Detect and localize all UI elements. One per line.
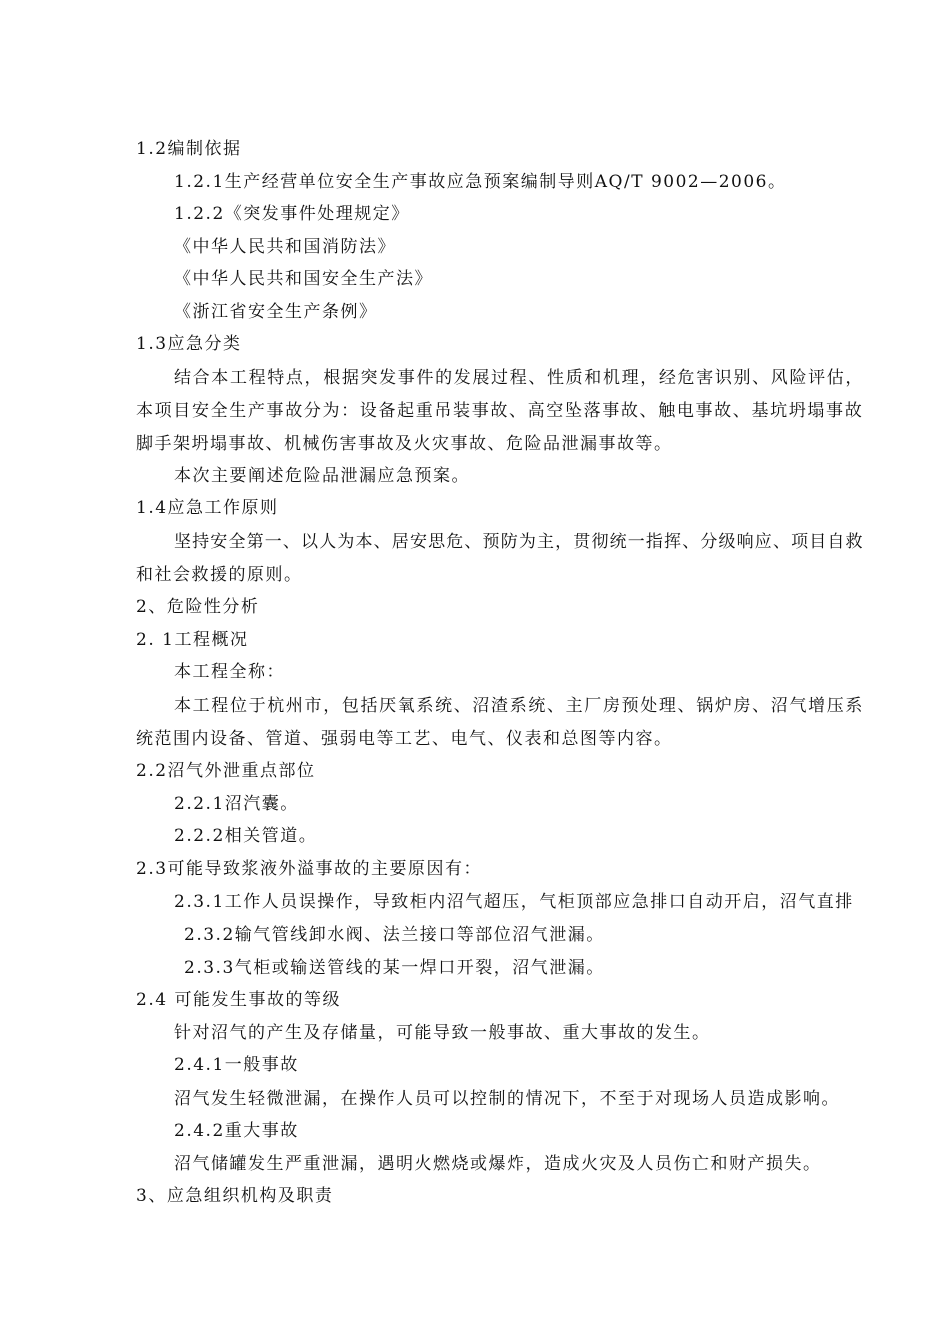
heading-2-3: 2.3可能导致浆液外溢事故的主要原因有： xyxy=(136,859,483,879)
project-scope-line-2: 统范围内设备、管道、强弱电等工艺、电气、仪表和总图等内容。 xyxy=(136,729,673,749)
item-2-4-1: 2.4.1一般事故 xyxy=(174,1055,299,1075)
heading-1-4: 1.4应急工作原则 xyxy=(136,498,279,518)
law-fire-protection: 《中华人民共和国消防法》 xyxy=(174,237,396,257)
item-1-2-2: 1.2.2《突发事件处理规定》 xyxy=(174,204,410,224)
project-scope-line-1: 本工程位于杭州市，包括厌氧系统、沼渣系统、主厂房预处理、锅炉房、沼气增压系 xyxy=(174,696,865,716)
item-1-2-1: 1.2.1生产经营单位安全生产事故应急预案编制导则AQ/T 9002—2006。 xyxy=(174,172,787,192)
heading-3: 3、应急组织机构及职责 xyxy=(136,1186,334,1206)
law-work-safety: 《中华人民共和国安全生产法》 xyxy=(174,269,433,289)
paragraph-1-3-line-1: 结合本工程特点，根据突发事件的发展过程、性质和机理，经危害识别、风险评估， xyxy=(174,368,865,388)
heading-1-2: 1.2编制依据 xyxy=(136,139,242,159)
heading-2-1: 2. 1工程概况 xyxy=(136,630,249,650)
paragraph-1-4-line-1: 坚持安全第一、以人为本、居安思危、预防为主，贯彻统一指挥、分级响应、项目自救 xyxy=(174,532,864,552)
heading-2-4: 2.4 可能发生事故的等级 xyxy=(136,990,341,1010)
item-2-3-1: 2.3.1工作人员误操作，导致柜内沼气超压，气柜顶部应急排口自动开启，沼气直排 xyxy=(174,892,854,912)
item-2-4-2: 2.4.2重大事故 xyxy=(174,1121,299,1141)
paragraph-1-3-line-2: 本项目安全生产事故分为：设备起重吊装事故、高空坠落事故、触电事故、基坑坍塌事故 xyxy=(136,401,864,421)
project-full-name: 本工程全称： xyxy=(174,662,285,682)
heading-1-3: 1.3应急分类 xyxy=(136,334,242,354)
paragraph-1-3-line-4: 本次主要阐述危险品泄漏应急预案。 xyxy=(174,466,470,486)
item-2-3-3: 2.3.3气柜或输送管线的某一焊口开裂，沼气泄漏。 xyxy=(184,958,605,978)
item-2-2-1: 2.2.1沼汽囊。 xyxy=(174,794,299,814)
heading-2-2: 2.2沼气外泄重点部位 xyxy=(136,761,316,781)
paragraph-2-4: 针对沼气的产生及存储量，可能导致一般事故、重大事故的发生。 xyxy=(174,1023,711,1043)
paragraph-2-4-1: 沼气发生轻微泄漏，在操作人员可以控制的情况下，不至于对现场人员造成影响。 xyxy=(174,1089,840,1109)
item-2-3-2: 2.3.2输气管线卸水阀、法兰接口等部位沼气泄漏。 xyxy=(184,925,605,945)
paragraph-2-4-2: 沼气储罐发生严重泄漏，遇明火燃烧或爆炸，造成火灾及人员伤亡和财产损失。 xyxy=(174,1154,822,1174)
item-2-2-2: 2.2.2相关管道。 xyxy=(174,826,318,846)
paragraph-1-4-line-2: 和社会救援的原则。 xyxy=(136,565,303,585)
paragraph-1-3-line-3: 脚手架坍塌事故、机械伤害事故及火灾事故、危险品泄漏事故等。 xyxy=(136,434,673,454)
law-zhejiang-regulation: 《浙江省安全生产条例》 xyxy=(174,302,378,322)
heading-2: 2、危险性分析 xyxy=(136,597,260,617)
